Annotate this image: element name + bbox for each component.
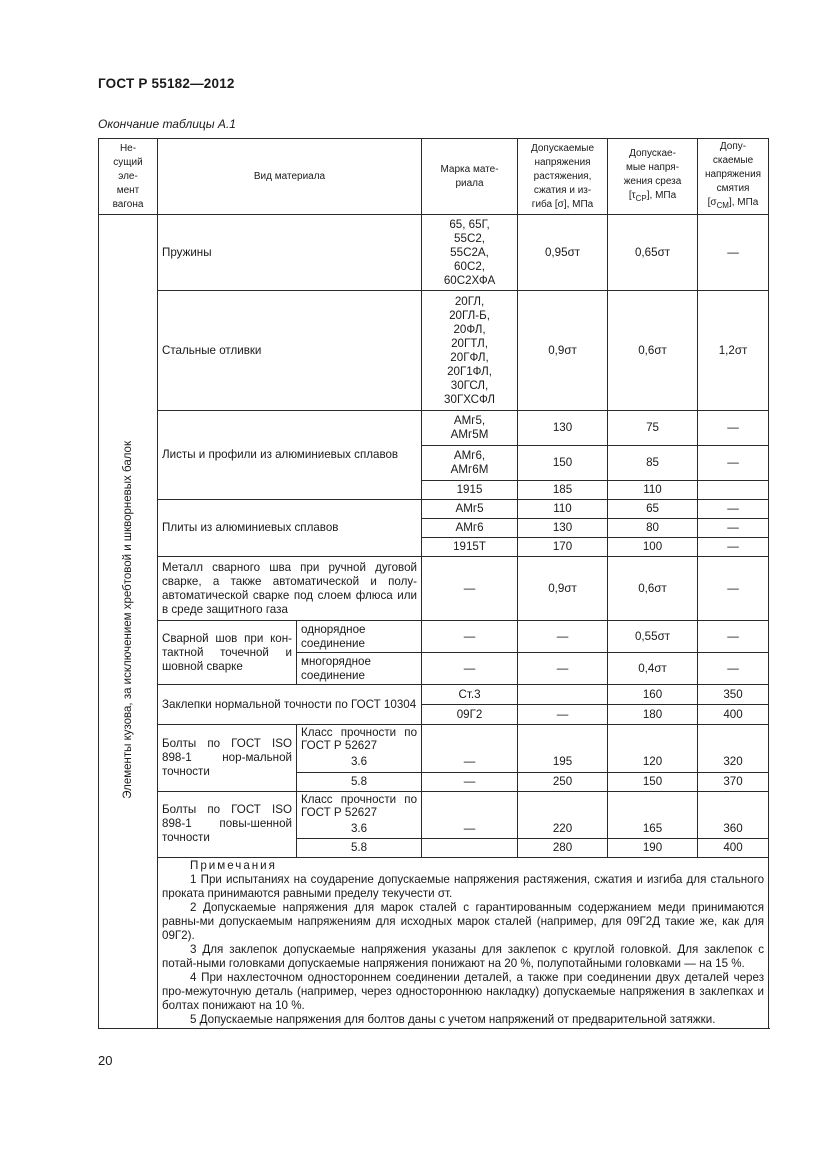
- shear-cell: 0,6σт: [608, 291, 698, 411]
- bearing-cell: 320: [698, 753, 769, 772]
- grade-cell: —: [422, 621, 518, 653]
- joint-kind-cell: однорядное соединение: [297, 621, 422, 653]
- material-cell: Плиты из алюминиевых сплавов: [158, 500, 422, 557]
- grade-cell: 1915Т: [422, 538, 518, 557]
- grade-cell: [422, 839, 518, 858]
- grade-cell: АМг5: [422, 500, 518, 519]
- header-row: [99, 139, 769, 215]
- bearing-cell: 400: [698, 839, 769, 858]
- stress-cell: 280: [518, 839, 608, 858]
- stress-cell: [518, 685, 608, 705]
- stress-cell: 0,9σт: [518, 557, 608, 621]
- material-stress-table: [98, 138, 769, 1029]
- grade-cell: 65, 65Г, 55С2, 55С2А, 60С2, 60С2ХФА: [422, 215, 518, 291]
- stress-cell: 220: [518, 820, 608, 839]
- stress-cell: 170: [518, 538, 608, 557]
- shear-cell: 75: [608, 411, 698, 446]
- shear-cell: 80: [608, 519, 698, 538]
- shear-cell: 165: [608, 820, 698, 839]
- class-label-cell: Класс прочности по ГОСТ Р 52627: [297, 725, 422, 754]
- col-bearing: Допу- скаемые напряжения смятия $[\sigma_{СМ}]$, МПа: [698, 139, 769, 215]
- shear-cell: 0,4σт: [608, 653, 698, 685]
- shear-cell: 85: [608, 446, 698, 481]
- shear-cell: 100: [608, 538, 698, 557]
- bearing-cell: —: [698, 519, 769, 538]
- table-row: [99, 685, 769, 705]
- stress-cell: —: [518, 653, 608, 685]
- shear-cell: 190: [608, 839, 698, 858]
- bolt-class-cell: 3.6: [297, 753, 422, 772]
- shear-cell: 0,65σт: [608, 215, 698, 291]
- group-label: Элементы кузова, за исключением хребтовой и шкворневых балок: [99, 215, 158, 1029]
- notes-block: [158, 858, 769, 1029]
- stress-cell: 110: [518, 500, 608, 519]
- material-cell: Листы и профили из алюминиевых сплавов: [158, 411, 422, 500]
- bolt-class-cell: 5.8: [297, 839, 422, 858]
- bearing-cell: 350: [698, 685, 769, 705]
- bearing-cell: [698, 481, 769, 500]
- material-cell: Болты по ГОСТ ISO 898-1 нор-мальной точности: [158, 725, 297, 792]
- bearing-cell: —: [698, 538, 769, 557]
- grade-cell: 20ГЛ, 20ГЛ-Б, 20ФЛ, 20ГТЛ, 20ГФЛ, 20Г1ФЛ, 30ГСЛ, 30ГХСФЛ: [422, 291, 518, 411]
- grade-cell: 1915: [422, 481, 518, 500]
- note-3: 3 Для заклепок допускаемые напряжения указаны для заклепок с круглой головкой. Для заклепок с потай-ными головками допускаемые напряжения понижают на 20 %, полупотайными головками — на 15 %.: [162, 943, 765, 970]
- class-label-cell: Класс прочности по ГОСТ Р 52627: [297, 791, 422, 820]
- note-1: 1 При испытаниях на соударение допускаемые напряжения растяжения, сжатия и изгиба для стального проката принимаются равными пределу текучести σт.: [162, 873, 765, 900]
- bearing-cell: 400: [698, 705, 769, 725]
- table-row: [99, 557, 769, 621]
- note-4: 4 При нахлесточном одностороннем соединении деталей, а также при соединении двух деталей через про-межуточную деталь (например, через одностороннюю накладку) допускаемые напряжения в заклепках и болтах понижают на 10 %.: [162, 971, 765, 1012]
- col-element: Не- сущий эле- мент вагона: [99, 139, 158, 215]
- material-cell: Металл сварного шва при ручной дуговой сварке, а также автоматической и полу-автоматической сварке под слоем флюса или в среде защитного газа: [158, 557, 422, 621]
- shear-cell: 110: [608, 481, 698, 500]
- bearing-cell: 370: [698, 772, 769, 791]
- bearing-cell: —: [698, 653, 769, 685]
- material-cell: Сварной шов при кон-тактной точечной и шовной сварке: [158, 621, 297, 685]
- col-stress: Допускаемые напряжения растяжения, сжатия и из- гиба [σ], МПа: [518, 139, 608, 215]
- table-row: [99, 215, 769, 291]
- bolt-class-cell: 5.8: [297, 772, 422, 791]
- bolt-class-cell: 3.6: [297, 820, 422, 839]
- grade-cell: АМг6: [422, 519, 518, 538]
- stress-cell: 0,95σт: [518, 215, 608, 291]
- shear-cell: 150: [608, 772, 698, 791]
- grade-cell: —: [422, 772, 518, 791]
- material-cell: Пружины: [158, 215, 422, 291]
- table-row: [99, 411, 769, 446]
- shear-cell: 0,55σт: [608, 621, 698, 653]
- grade-cell: —: [422, 557, 518, 621]
- grade-cell: —: [422, 820, 518, 839]
- bearing-cell: —: [698, 411, 769, 446]
- grade-cell: —: [422, 653, 518, 685]
- stress-cell: —: [518, 705, 608, 725]
- bearing-cell: —: [698, 446, 769, 481]
- bearing-cell: —: [698, 215, 769, 291]
- stress-cell: 150: [518, 446, 608, 481]
- table-row: [99, 621, 769, 653]
- grade-cell: АМг5, АМг5М: [422, 411, 518, 446]
- page-number: 20: [98, 1053, 113, 1068]
- note-5: 5 Допускаемые напряжения для болтов даны с учетом напряжений от предварительной затяжки.: [190, 1013, 716, 1026]
- stress-cell: 195: [518, 753, 608, 772]
- col-shear: Допускае- мые напря- жения среза $[\tau_{СР}]$, МПа: [608, 139, 698, 215]
- bearing-cell: 1,2σт: [698, 291, 769, 411]
- col-material: Вид материала: [158, 139, 422, 215]
- note-2: 2 Допускаемые напряжения для марок сталей с гарантированным содержанием меди принимаются равны-ми допускаемым напряжениям для исходных марок сталей (например, для 09Г2Д такие же, как для 09Г2).: [162, 901, 765, 942]
- table-row: [99, 291, 769, 411]
- grade-cell: —: [422, 753, 518, 772]
- grade-cell: Ст.3: [422, 685, 518, 705]
- material-cell: Стальные отливки: [158, 291, 422, 411]
- table-caption: Окончание таблицы А.1: [98, 117, 236, 131]
- col-grade: Марка мате- риала: [422, 139, 518, 215]
- stress-cell: 130: [518, 519, 608, 538]
- shear-cell: 180: [608, 705, 698, 725]
- stress-cell: —: [518, 621, 608, 653]
- material-cell: Болты по ГОСТ ISO 898-1 повы-шенной точности: [158, 791, 297, 858]
- stress-cell: 185: [518, 481, 608, 500]
- notes-title: Примечания: [190, 859, 277, 872]
- table-row: [99, 791, 769, 820]
- bearing-cell: —: [698, 500, 769, 519]
- joint-kind-cell: многорядное соединение: [297, 653, 422, 685]
- bearing-cell: —: [698, 621, 769, 653]
- document-title: ГОСТ Р 55182—2012: [98, 76, 235, 91]
- stress-cell: 130: [518, 411, 608, 446]
- stress-cell: 0,9σт: [518, 291, 608, 411]
- grade-cell: 09Г2: [422, 705, 518, 725]
- shear-cell: 120: [608, 753, 698, 772]
- table-row: [99, 500, 769, 519]
- bearing-cell: —: [698, 557, 769, 621]
- notes-row: [99, 858, 769, 1029]
- material-cell: Заклепки нормальной точности по ГОСТ 10304: [158, 685, 422, 725]
- table-row: [99, 725, 769, 754]
- bearing-cell: 360: [698, 820, 769, 839]
- shear-cell: 0,6σт: [608, 557, 698, 621]
- grade-cell: АМг6, АМг6М: [422, 446, 518, 481]
- shear-cell: 65: [608, 500, 698, 519]
- shear-cell: 160: [608, 685, 698, 705]
- stress-cell: 250: [518, 772, 608, 791]
